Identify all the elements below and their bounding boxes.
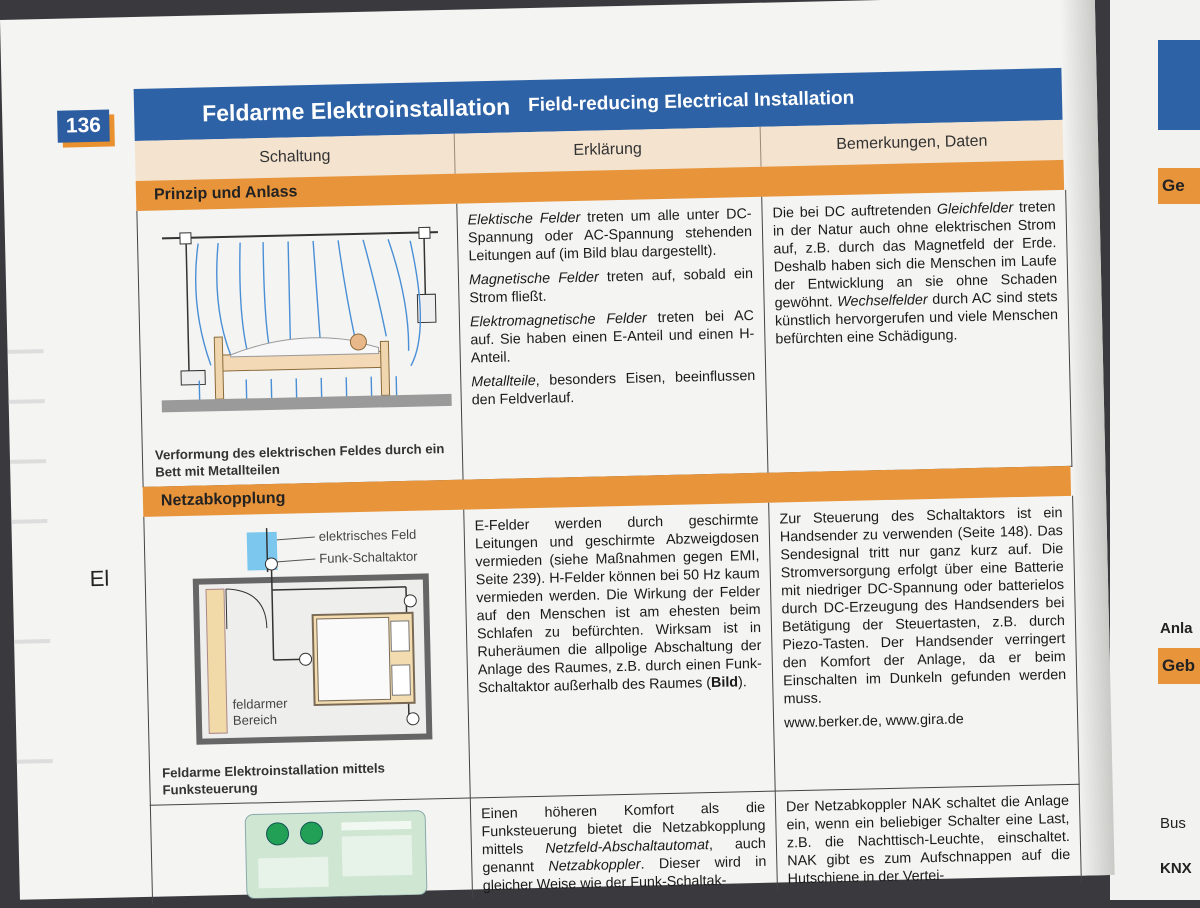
next-page-edge [1110, 0, 1200, 900]
label-radio-actuator: Funk-Schaltaktor [319, 548, 418, 566]
figure-cell-bed-field [137, 204, 463, 487]
explanation-prinzip [457, 197, 768, 480]
explanation-netzabkopplung [464, 503, 775, 798]
figure-caption-bed-field: Verformung des elektrischen Feldes durch ein Bett mit Metallteilen [154, 441, 445, 480]
figure-cell-floorplan [144, 510, 470, 805]
next-page-label-3: KNX [1160, 860, 1192, 877]
section-title-prinzip: Prinzip und Anlass [136, 160, 1064, 211]
net-decoupler-device-photo [241, 804, 433, 898]
label-zone-line2: Bereich [232, 711, 278, 728]
margin-section-mark: El [89, 565, 110, 592]
title-german: Feldarme Elektroinstallation [201, 92, 511, 126]
next-page-label-2: Bus [1160, 815, 1186, 832]
remarks-netzabkoppler [776, 784, 1081, 891]
thumb-index-edge [7, 339, 60, 900]
remarks-paragraph-fields: Die bei DC auftretenden Gleichfelder treten in der Natur auch ohne elektrischen Strom auf, z.B. durch das Magnetfeld der Erde. Deshalb haben sich die Menschen im Laufe der Entwicklung an sie ohne Schaden gewöhnt. Wechselfelder durch AC sind stets künstlich hervorgerufen und viele Menschen befürchten eine Schädigung. [772, 199, 1059, 348]
column-header-erklaerung: Erklärung [455, 127, 761, 174]
page-number: 136 [57, 110, 110, 143]
explanation-paragraph-em: Elektromagnetische Felder treten bei AC auf. Sie haben einen E-Anteil und einen H-Anteil. [469, 307, 755, 367]
explanation-netzabkoppler [471, 791, 778, 898]
remarks-paragraph-nak: Der Netzabkoppler NAK schaltet die Anlage ein, wenn ein beliebiger Schalter eine Last, z.B. die Nachttisch-Leuchte, einschaltet. NAK gibt es zum Aufschnappen auf die Hutschiene in der Vertei- [785, 792, 1071, 888]
figure-caption-floorplan: Feldarme Elektroinstallation mittels Funksteuerung [161, 760, 386, 798]
next-page-header-bar [1158, 40, 1200, 130]
next-page-section-tab-2: Geb [1158, 648, 1200, 684]
section-row-prinzip [136, 190, 1072, 488]
explanation-paragraph-netzabkoppler: Einen höheren Komfort als die Funksteuerung bietet die Netzabkopplung mittels Netzfeld-Abschaltautomat, auch genannt Netzabkoppler. Dieser wird in gleicher Weise wie der Funk-Schaltak- [480, 799, 767, 895]
bed-field-diagram [148, 210, 452, 417]
figure-cell-device [151, 798, 473, 905]
explanation-paragraph-electric: Elektische Felder treten um alle unter DC-Spannung oder AC-Spannung stehenden Leitungen auf (im Bild blau dargestellt). [467, 206, 753, 265]
explanation-paragraph-magnetic: Magnetische Felder treten auf, sobald ein Strom fließt. [468, 265, 754, 307]
column-header-schaltung: Schaltung [135, 134, 456, 181]
next-page-label-1: Anla [1160, 620, 1193, 637]
explanation-paragraph-metal: Metallteile, besonders Eisen, beeinflussen den Feldverlauf. [471, 367, 756, 409]
remarks-netzabkopplung [769, 496, 1078, 791]
remarks-prinzip [762, 190, 1071, 473]
floorplan-diagram [154, 516, 459, 753]
title-english: Field-reducing Electrical Installation [527, 87, 855, 117]
section-title-netzabkopplung: Netzabkopplung [143, 466, 1071, 517]
label-electric-field: elektrisches Feld [318, 526, 417, 544]
remarks-links: www.berker.de, www.gira.de [783, 711, 964, 732]
label-zone-line1: feldarmer [232, 695, 288, 712]
remarks-paragraph-handsender: Zur Steuerung des Schaltaktors ist ein Handsender zu verwenden (Seite 148). Das Sendesignal tritt nur ganz kurz auf. Die Stromversorgung erfolgt über eine Batterie mit niedriger DC-Spannung oder batterielos durch DC-Erzeugung des Handsenders bei Betätigung der Steuertasten, z.B. durch Piezo-Tasten. Der Handsender verringert den Komfort der Anlage, da er beim Einschalten im Dunkeln gefunden werden muss. [779, 505, 1067, 708]
next-page-section-tab-1: Ge [1158, 168, 1200, 204]
column-header-bemerkungen: Bemerkungen, Daten [836, 132, 988, 154]
section-row-netzabkoppler [150, 784, 1082, 905]
explanation-paragraph-shielding: E-Felder werden durch geschirmte Leitungen und geschirmte Abzweigdosen vermieden (siehe Maßnahmen gegen EMI, Seite 239). H-Felder können bei 50 Hz kaum vermieden werden. Die Wirkung der Felder auf den Menschen ist am ehesten beim Schlafen zu befürchten. Wirksam ist in Ruheräumen die allpolige Abschaltung der Anlage des Raumes, z.B. durch einen Funk-Schaltaktor außerhalb des Raumes (Bild). [474, 511, 762, 697]
section-row-netzabkopplung [143, 496, 1079, 806]
